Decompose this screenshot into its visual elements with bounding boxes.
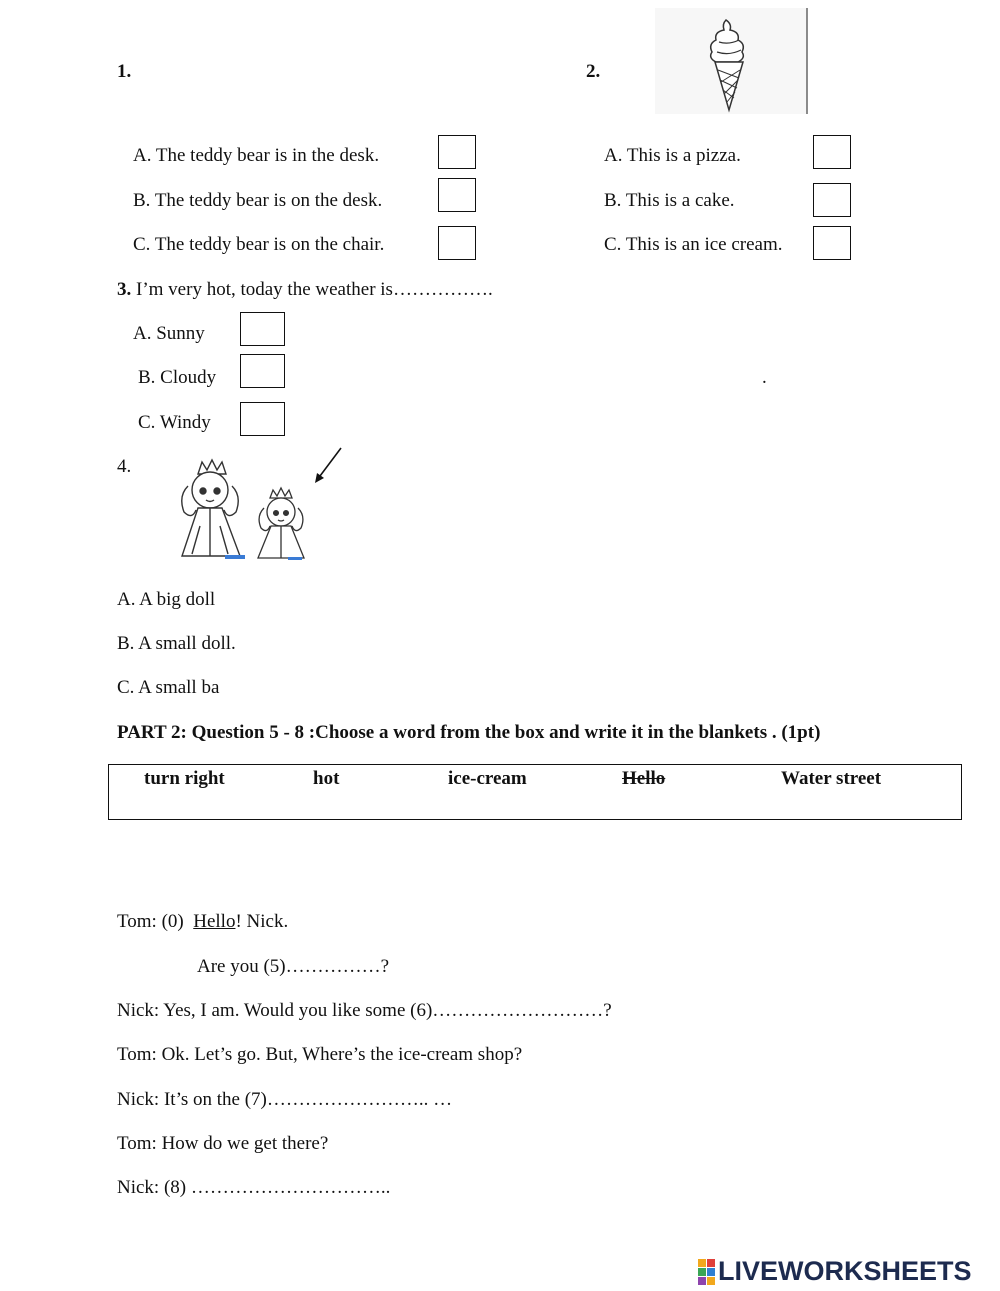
part2-heading: PART 2: Question 5 - 8 :Choose a word from the box and write it in the blankets . (1pt) [117,722,821,743]
example-answer: Hello [193,911,236,932]
q4-number: 4. [117,456,132,477]
q3-question: I’m very hot, today the weather is……………. [136,279,493,300]
q2-option-a: A. This is a pizza. [604,145,741,166]
logo-blocks-icon [698,1259,715,1285]
dialogue-line-4: Tom: Ok. Let’s go. But, Where’s the ice-cream shop? [117,1044,523,1065]
dialogue-line-6: Tom: How do we get there? [117,1133,329,1154]
q2-checkbox-a[interactable] [813,135,851,169]
liveworksheets-logo [698,1256,972,1287]
dialogue-line-7: Nick: (8) ………………………….. [117,1177,391,1198]
q2-option-c: C. This is an ice cream. [604,234,783,255]
q3-number: 3. [117,279,132,300]
word-turn-right: turn right [144,768,225,789]
dialogue-line-1 [117,911,288,933]
q3-option-c: C. Windy [138,412,211,433]
dolls-image [170,446,350,566]
dialogue-line-1-suffix: ! Nick. [235,911,289,932]
q2-option-b: B. This is a cake. [604,190,735,211]
q3-line [117,279,493,301]
q4-option-a: A. A big doll [117,589,216,610]
word-hello-crossed: Hello [622,768,666,789]
q1-option-c: C. The teddy bear is on the chair. [133,234,385,255]
dialogue-line-3: Nick: Yes, I am. Would you like some (6)………………………? [117,1000,612,1021]
q3-option-a: A. Sunny [133,323,205,344]
q3-checkbox-a[interactable] [240,312,285,346]
word-hot: hot [313,768,340,789]
q2-number: 2. [586,61,601,82]
word-water-street: Water street [781,768,882,789]
q3-checkbox-b[interactable] [240,354,285,388]
q1-option-b: B. The teddy bear is on the desk. [133,190,383,211]
q1-number: 1. [117,61,132,82]
dialogue-line-2: Are you (5)……………? [197,956,390,977]
stray-mark: . [762,367,767,388]
dialogue-line-5: Nick: It’s on the (7)…………………….. … [117,1089,453,1110]
ice-cream-image [655,8,810,114]
q4-option-c: C. A small ba [117,677,220,698]
q1-option-a: A. The teddy bear is in the desk. [133,145,380,166]
word-ice-cream: ice-cream [448,768,527,789]
q3-checkbox-c[interactable] [240,402,285,436]
q3-option-b: B. Cloudy [138,367,217,388]
q1-checkbox-b[interactable] [438,178,476,212]
dialogue-line-1-prefix: Tom: (0) [117,911,194,932]
q1-checkbox-c[interactable] [438,226,476,260]
q2-checkbox-b[interactable] [813,183,851,217]
q4-option-b: B. A small doll. [117,633,236,654]
q2-checkbox-c[interactable] [813,226,851,260]
q1-checkbox-a[interactable] [438,135,476,169]
logo-text: LIVEWORKSHEETS [718,1256,972,1286]
